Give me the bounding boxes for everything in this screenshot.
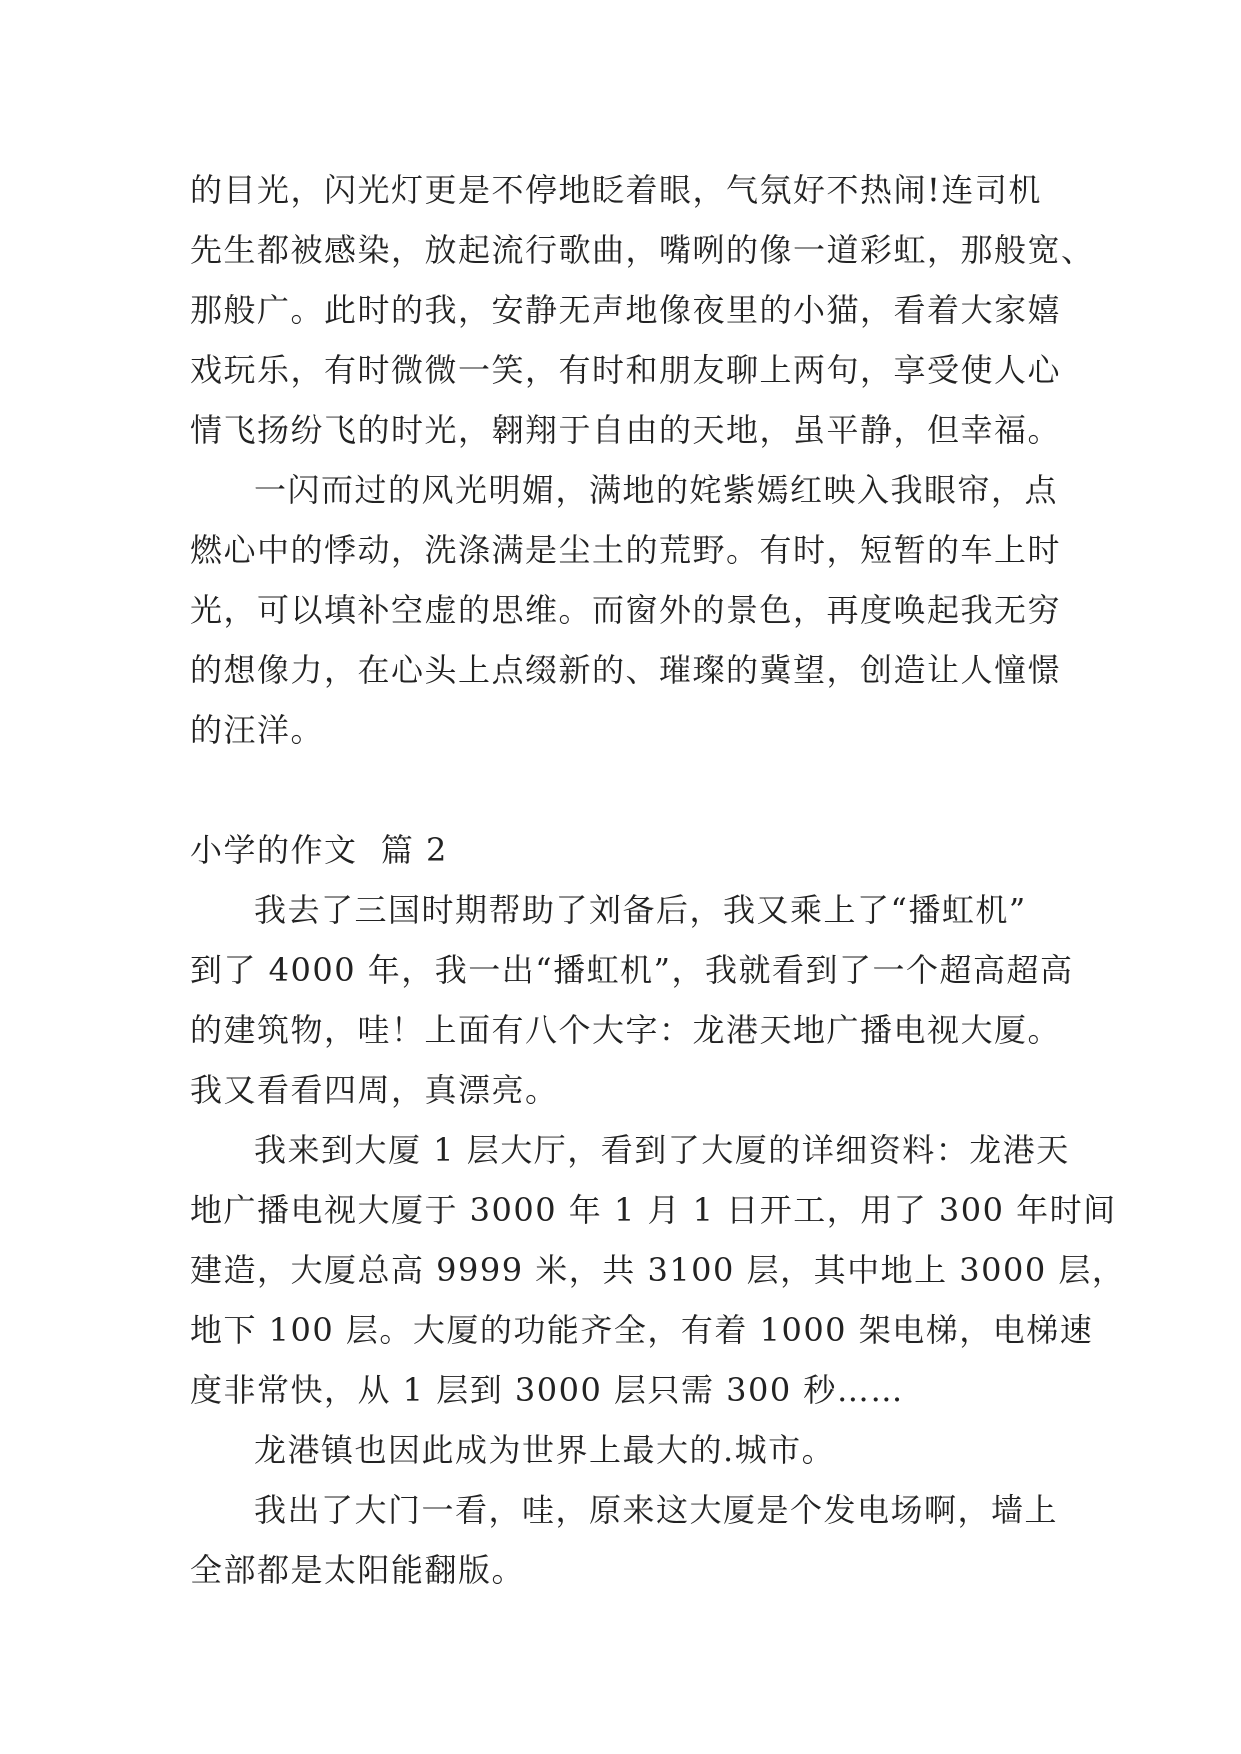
text-line: 的汪洋。 xyxy=(190,711,325,749)
paragraph xyxy=(190,1480,1070,1600)
text-line: 的建筑物，哇！上面有八个大字：龙港天地广播电视大厦。 xyxy=(190,1011,1062,1049)
text-line: 地广播电视大厦于 3000 年 1 月 1 日开工，用了 300 年时间 xyxy=(190,1191,1117,1229)
text-line: 燃心中的悸动，洗涤满是尘土的荒野。有时，短暂的车上时 xyxy=(190,531,1062,569)
text-line: 度非常快，从 1 层到 3000 层只需 300 秒…… xyxy=(190,1371,904,1409)
paragraph xyxy=(190,460,1070,760)
text-line: 的目光，闪光灯更是不停地眨着眼，气氛好不热闹!连司机 xyxy=(190,171,1042,209)
text-line: 的想像力，在心头上点缀新的、璀璨的冀望，创造让人憧憬 xyxy=(190,651,1062,689)
document-page xyxy=(190,160,1126,1600)
text-line: 我出了大门一看，哇，原来这大厦是个发电场啊，墙上 xyxy=(254,1491,1059,1529)
text-line: 一闪而过的风光明媚，满地的姹紫嫣红映入我眼帘，点 xyxy=(254,471,1059,509)
paragraph xyxy=(190,880,1074,1120)
text-line: 龙港镇也因此成为世界上最大的.城市。 xyxy=(254,1431,836,1469)
text-line: 我来到大厦 1 层大厅，看到了大厦的详细资料：龙港天 xyxy=(254,1131,1070,1169)
text-line: 到了 4000 年，我一出“播虹机”，我就看到了一个超高超高 xyxy=(190,951,1074,989)
text-line: 我去了三国时期帮助了刘备后，我又乘上了“播虹机” xyxy=(254,891,1027,929)
text-line: 那般广。此时的我，安静无声地像夜里的小猫，看着大家嬉 xyxy=(190,291,1062,329)
text-line: 全部都是太阳能翻版。 xyxy=(190,1551,526,1589)
text-line: 我又看看四周，真漂亮。 xyxy=(190,1071,559,1109)
text-line: 先生都被感染，放起流行歌曲，嘴咧的像一道彩虹，那般宽、 xyxy=(190,231,1095,269)
section-heading: 小学的作文 篇 2 xyxy=(190,831,448,869)
text-line: 情飞扬纷飞的时光，翱翔于自由的天地，虽平静，但幸福。 xyxy=(190,411,1062,449)
text-line: 建造，大厦总高 9999 米，共 3100 层，其中地上 3000 层， xyxy=(190,1251,1126,1289)
text-line: 光，可以填补空虚的思维。而窗外的景色，再度唤起我无穷 xyxy=(190,591,1062,629)
paragraph xyxy=(190,1120,1126,1420)
section-spacer xyxy=(190,760,1070,820)
text-line: 地下 100 层。大厦的功能齐全，有着 1000 架电梯，电梯速 xyxy=(190,1311,1094,1349)
paragraph xyxy=(190,1420,1070,1480)
text-line: 戏玩乐，有时微微一笑，有时和朋友聊上两句，享受使人心 xyxy=(190,351,1062,389)
paragraph xyxy=(190,160,1095,460)
